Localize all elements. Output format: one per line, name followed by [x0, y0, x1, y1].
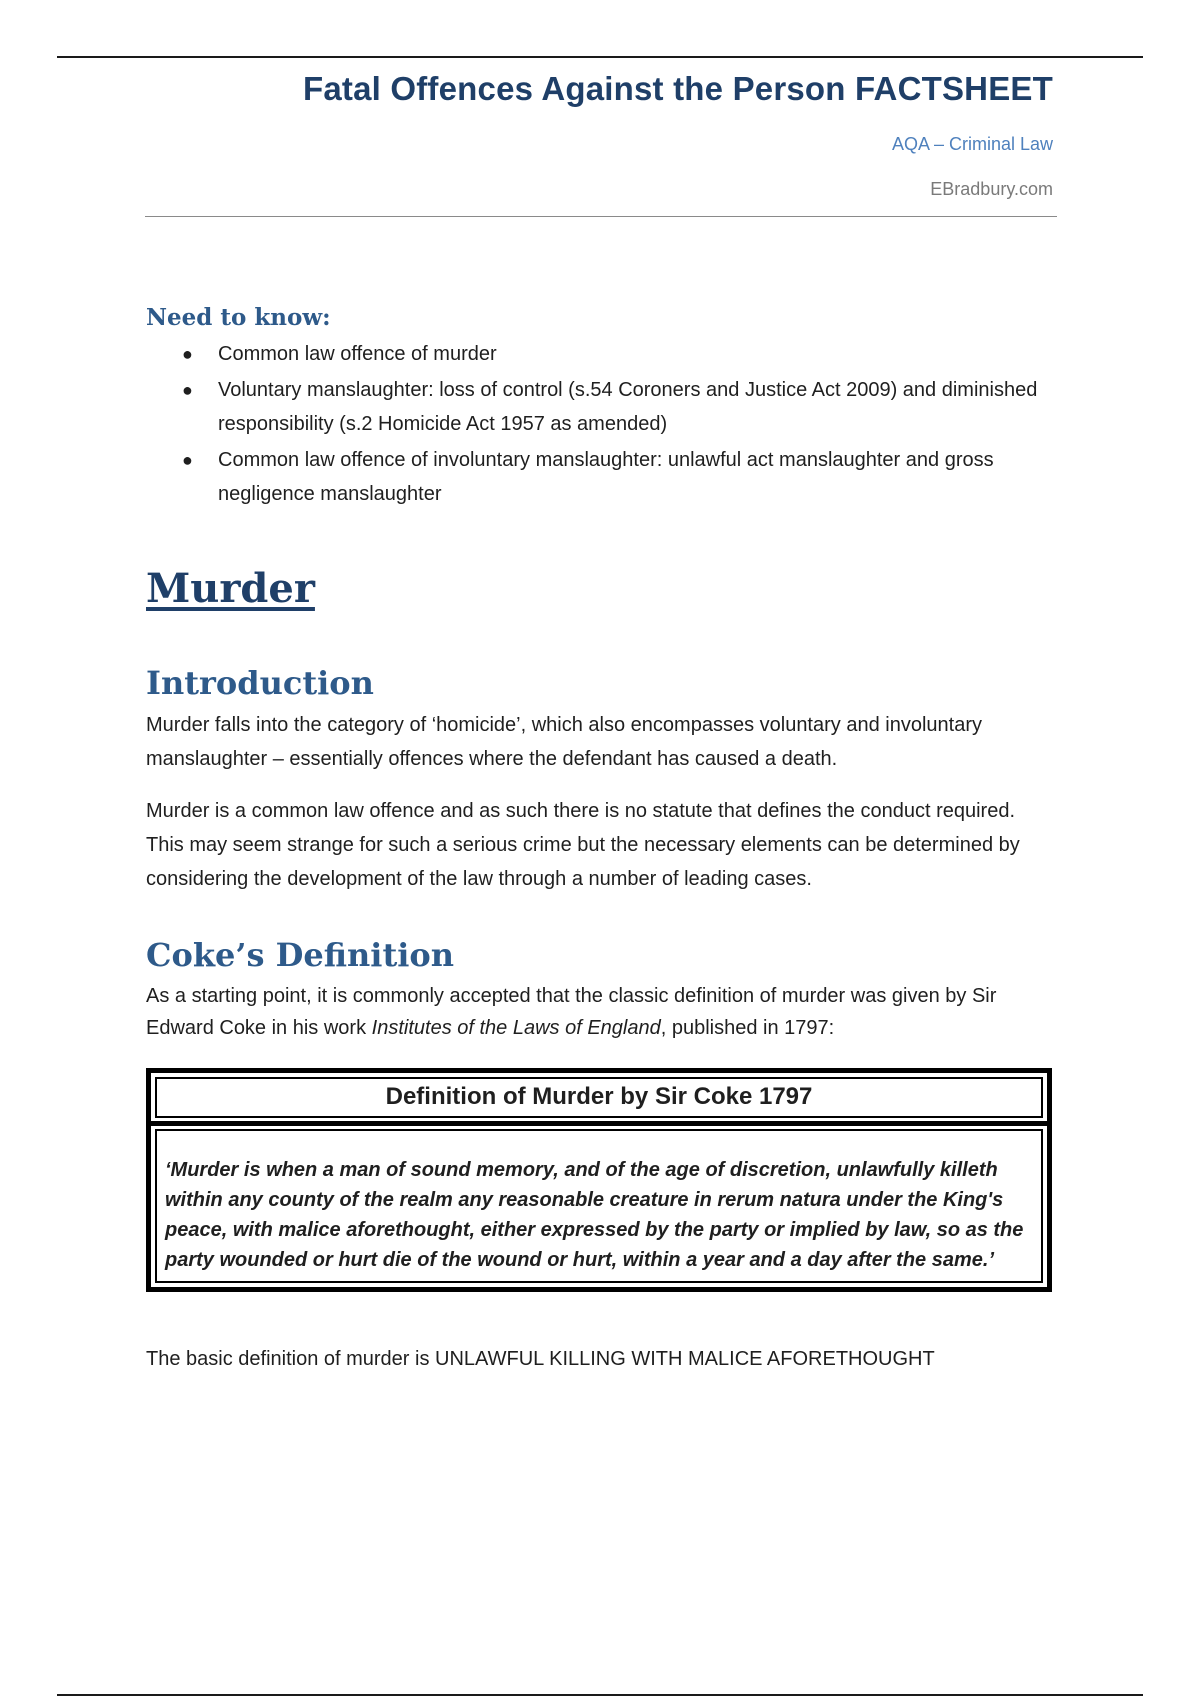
list-item [182, 443, 1056, 511]
definition-box-divider [151, 1121, 1047, 1126]
bullet-icon: ● [182, 380, 193, 400]
need-to-know-list [146, 337, 1056, 511]
coke-intro-text: As a starting point, it is commonly accepted that the classic definition of murder was given by Sir Edward Coke in his work [146, 985, 997, 1039]
list-item [182, 337, 1056, 371]
bullet-icon: ● [182, 450, 193, 470]
list-item-text: Voluntary manslaughter: loss of control (s.54 Coroners and Justice Act 2009) and diminished responsibility (s.2 Homicide Act 1957 as amended) [218, 379, 1038, 435]
coke-work-title: Institutes of the Laws of England [371, 1017, 661, 1039]
coke-definition-heading: Coke’s Definition [146, 936, 454, 974]
list-item-text: Common law offence of involuntary manslaughter: unlawful act manslaughter and gross negligence manslaughter [218, 449, 994, 505]
definition-box-title: Definition of Murder by Sir Coke 1797 [155, 1077, 1043, 1118]
introduction-section [146, 664, 1056, 896]
introduction-paragraph-2: Murder is a common law offence and as such there is no statute that defines the conduct required. This may seem strange for such a serious crime but the necessary elements can be determined by considering the development of the law through a number of leading cases. [146, 800, 1020, 890]
introduction-paragraph-1: Murder falls into the category of ‘homicide’, which also encompasses voluntary and involuntary manslaughter – essentially offences where the defendant has caused a death. [146, 714, 982, 770]
list-item-text: Common law offence of murder [218, 343, 497, 365]
coke-intro-text-end: , published in 1797: [660, 1017, 835, 1039]
coke-intro-paragraph [146, 980, 1056, 1044]
definition-box [146, 1068, 1052, 1292]
document-title: Fatal Offences Against the Person FACTSHEET [302, 70, 1053, 107]
document-body [146, 304, 1056, 1391]
need-to-know-heading: Need to know: [146, 304, 331, 331]
document-subtitle: AQA – Criminal Law [891, 134, 1053, 154]
document-header [145, 70, 1057, 200]
bottom-page-rule [57, 1694, 1143, 1696]
bullet-icon: ● [182, 344, 193, 364]
site-name: EBradbury.com [930, 179, 1053, 199]
need-to-know-section [146, 304, 1056, 511]
introduction-heading: Introduction [146, 664, 374, 702]
basic-definition: The basic definition of murder is UNLAWFUL KILLING WITH MALICE AFORETHOUGHT [146, 1348, 935, 1370]
murder-heading: Murder [146, 565, 315, 612]
coke-definition-section [146, 936, 1056, 1292]
list-item [182, 373, 1056, 441]
definition-quote: ‘Murder is when a man of sound memory, and of the age of discretion, unlawfully killeth within any county of the realm any reasonable creature in rerum natura under the King's peace, with malice aforethought, either expressed by the party or implied by law, so as the party wounded or hurt die of the wound or hurt, within a year and a day after the same.’ [155, 1129, 1043, 1283]
top-page-rule [57, 56, 1143, 58]
header-rule [145, 216, 1057, 217]
